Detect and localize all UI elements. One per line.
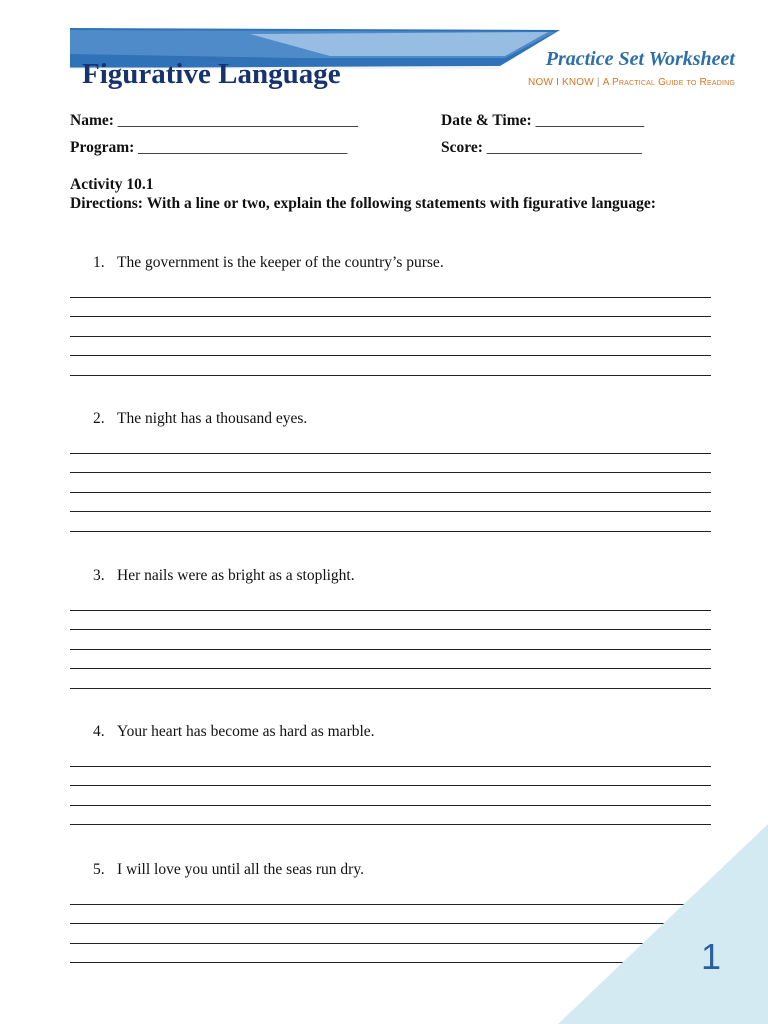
name-blank[interactable]: _______________________________ (117, 112, 359, 129)
question-text: I will love you until all the seas run dry. (117, 861, 364, 878)
question-statement (70, 723, 711, 743)
program-field[interactable] (70, 139, 347, 157)
question-item (70, 254, 711, 376)
question-number: 1. (93, 254, 105, 271)
answer-line[interactable] (70, 611, 711, 631)
answer-line[interactable] (70, 806, 711, 826)
name-field[interactable] (70, 112, 358, 130)
answer-line[interactable] (70, 356, 711, 376)
answer-line[interactable] (70, 630, 711, 650)
question-number: 4. (93, 723, 105, 740)
question-number: 5. (93, 861, 105, 878)
page-number: 1 (701, 936, 722, 977)
answer-line[interactable] (70, 493, 711, 513)
question-text: The night has a thousand eyes. (117, 410, 308, 427)
question-text: The government is the keeper of the country’s purse. (117, 254, 444, 271)
directions (70, 195, 718, 213)
date-time-field[interactable] (441, 112, 644, 130)
question-text: Her nails were as bright as a stoplight. (117, 567, 355, 584)
question-statement (70, 567, 711, 587)
question-item (70, 410, 711, 532)
practice-set-title: Practice Set Worksheet (545, 48, 735, 70)
date-time-blank[interactable]: ______________ (535, 112, 645, 129)
question-item (70, 723, 711, 825)
directions-label: Directions: (70, 195, 143, 212)
answer-line[interactable] (70, 669, 711, 689)
score-blank[interactable]: ____________________ (486, 139, 642, 156)
answer-line[interactable] (70, 786, 711, 806)
score-label: Score: (441, 139, 483, 156)
answer-lines[interactable] (70, 747, 711, 825)
question-number: 3. (93, 567, 105, 584)
answer-line[interactable] (70, 650, 711, 670)
name-label: Name: (70, 112, 114, 129)
question-statement (70, 410, 711, 430)
answer-line[interactable] (70, 747, 711, 767)
subtitle-brand: NOW I KNOW (528, 77, 594, 88)
answer-line[interactable] (70, 473, 711, 493)
answer-line[interactable] (70, 512, 711, 532)
program-blank[interactable]: ___________________________ (138, 139, 348, 156)
answer-lines[interactable] (70, 434, 711, 532)
question-number: 2. (93, 410, 105, 427)
subtitle-separator: | (596, 77, 600, 88)
program-label: Program: (70, 139, 135, 156)
answer-line[interactable] (70, 278, 711, 298)
practice-subtitle (528, 77, 735, 88)
question-text: Your heart has become as hard as marble. (117, 723, 375, 740)
answer-line[interactable] (70, 317, 711, 337)
page-title: Figurative Language (82, 58, 341, 90)
question-statement (70, 254, 711, 274)
subtitle-guide: A Practical Guide to Reading (602, 77, 735, 88)
answer-line[interactable] (70, 298, 711, 318)
answer-lines[interactable] (70, 591, 711, 689)
answer-line[interactable] (70, 434, 711, 454)
answer-line[interactable] (70, 337, 711, 357)
corner-decoration (548, 824, 768, 1024)
directions-text: With a line or two, explain the following statements with figurative language: (146, 195, 656, 212)
answer-line[interactable] (70, 767, 711, 787)
answer-line[interactable] (70, 591, 711, 611)
date-time-label: Date & Time: (441, 112, 532, 129)
answer-lines[interactable] (70, 278, 711, 376)
activity-title: Activity 10.1 (70, 176, 154, 193)
question-item (70, 567, 711, 689)
score-field[interactable] (441, 139, 642, 157)
answer-line[interactable] (70, 454, 711, 474)
